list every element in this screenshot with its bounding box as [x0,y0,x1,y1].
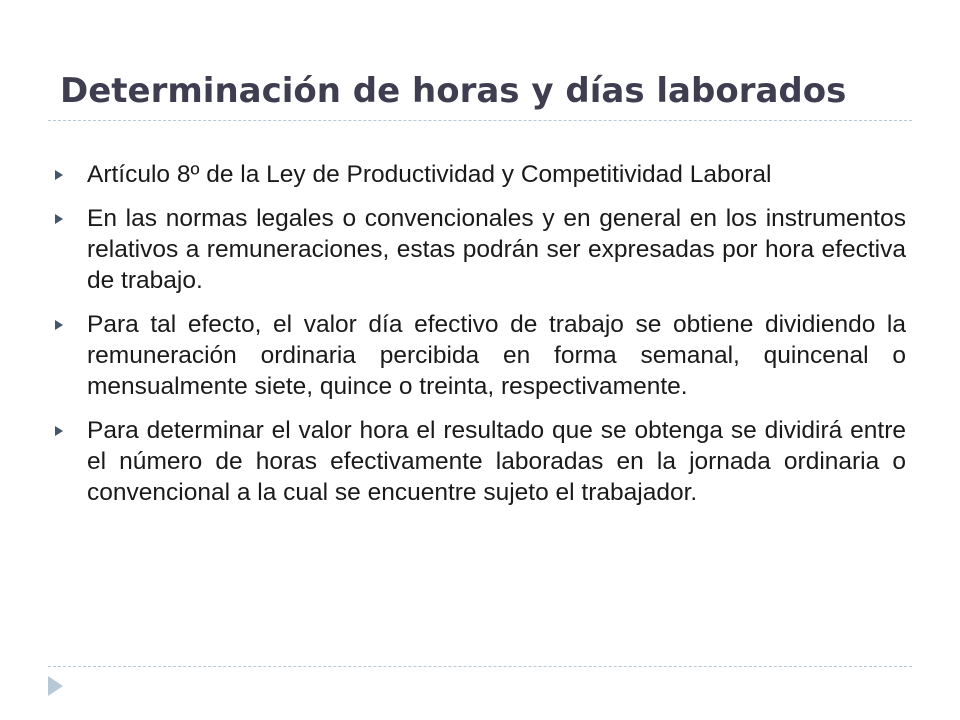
bullet-item-3 [55,309,906,402]
bullet-text: Para determinar el valor hora el resultado que se obtenga se dividirá entre el número de horas efectivamente laboradas en la jornada ordinaria o convencional a la cual se encuentre sujeto el trabajador. [87,417,906,506]
triangle-bullet-icon [55,426,63,436]
triangle-bullet-icon [55,320,63,330]
bullet-text: Artículo 8º de la Ley de Productividad y Competitividad Laboral [87,161,772,188]
bullet-text: En las normas legales o convencionales y en general en los instrumentos relativos a remuneraciones, estas podrán ser expresadas por hora efectiva de trabajo. [87,205,906,294]
title-divider [48,120,912,121]
triangle-bullet-icon [55,170,63,180]
slide-title: Determinación de horas y días laborados [60,71,847,111]
bullet-item-4 [55,415,906,508]
triangle-bullet-icon [55,214,63,224]
bullet-item-2 [55,203,906,296]
bullet-list [55,159,906,521]
bullet-text: Para tal efecto, el valor día efectivo de trabajo se obtiene dividiendo la remuneración ordinaria percibida en forma semanal, quincenal o mensualmente siete, quince o treinta, respectivamente. [87,311,906,400]
bullet-item-1 [55,159,906,190]
footer-divider [48,666,912,667]
triangle-nav-icon [48,676,63,696]
